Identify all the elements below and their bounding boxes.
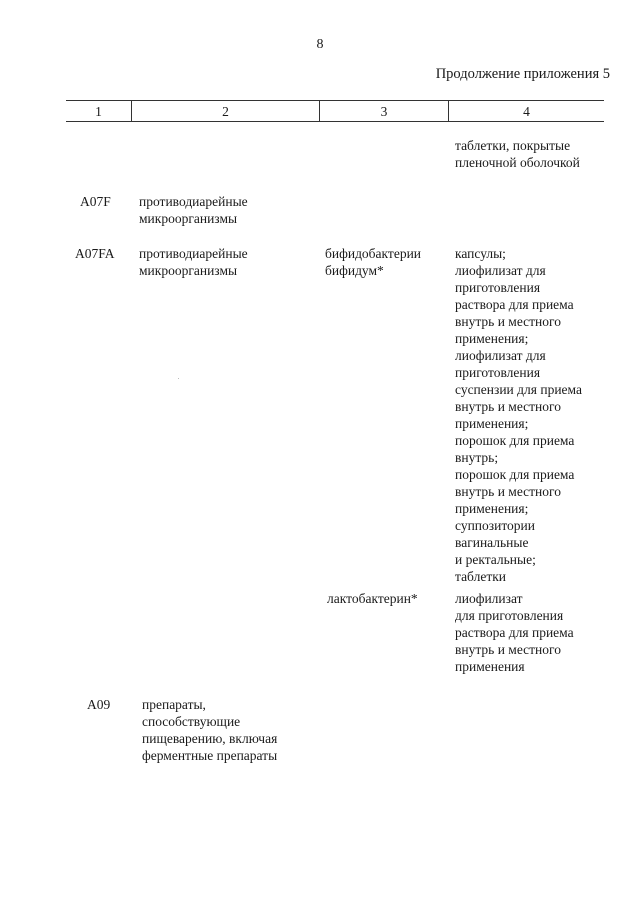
atc-code-cell: A07FA bbox=[75, 246, 115, 261]
drug-name-cell: лактобактерин* bbox=[327, 591, 418, 606]
group-name-cell: препараты, способствующие пищеварению, включая ферментные препараты bbox=[142, 697, 278, 763]
dosage-forms-cell: лиофилизат для приготовления раствора для приема внутрь и местного применения bbox=[455, 591, 574, 674]
column-header-3: 3 bbox=[380, 104, 388, 119]
dosage-forms-cell: капсулы; лиофилизат для приготовления раствора для приема внутрь и местного применения; лиофилизат для приготовления суспензии для приема внутрь и местного применения; порошок для приема внутрь; порошок для приема внутрь и местного применения; суппозитории вагинальные и ректальные; таблетки bbox=[455, 246, 582, 584]
table-header-bottom-rule bbox=[66, 121, 604, 122]
atc-code-cell: A09 bbox=[87, 697, 111, 712]
drug-name-cell: бифидобактерии бифидум* bbox=[325, 246, 422, 278]
scan-speck bbox=[178, 378, 179, 379]
continuation-title: Продолжение приложения 5 bbox=[435, 66, 610, 82]
column-header-2: 2 bbox=[222, 104, 229, 119]
column-header-1: 1 bbox=[95, 104, 102, 119]
continued-forms-cell: таблетки, покрытые пленочной оболочкой bbox=[455, 138, 580, 170]
column-header-4: 4 bbox=[523, 104, 530, 119]
group-name-cell: противодиарейные микроорганизмы bbox=[139, 194, 248, 226]
atc-code-cell: A07F bbox=[80, 194, 111, 209]
table-header-top-rule bbox=[66, 100, 604, 101]
page-number: 8 bbox=[316, 37, 324, 52]
group-name-cell: противодиарейные микроорганизмы bbox=[139, 246, 248, 278]
